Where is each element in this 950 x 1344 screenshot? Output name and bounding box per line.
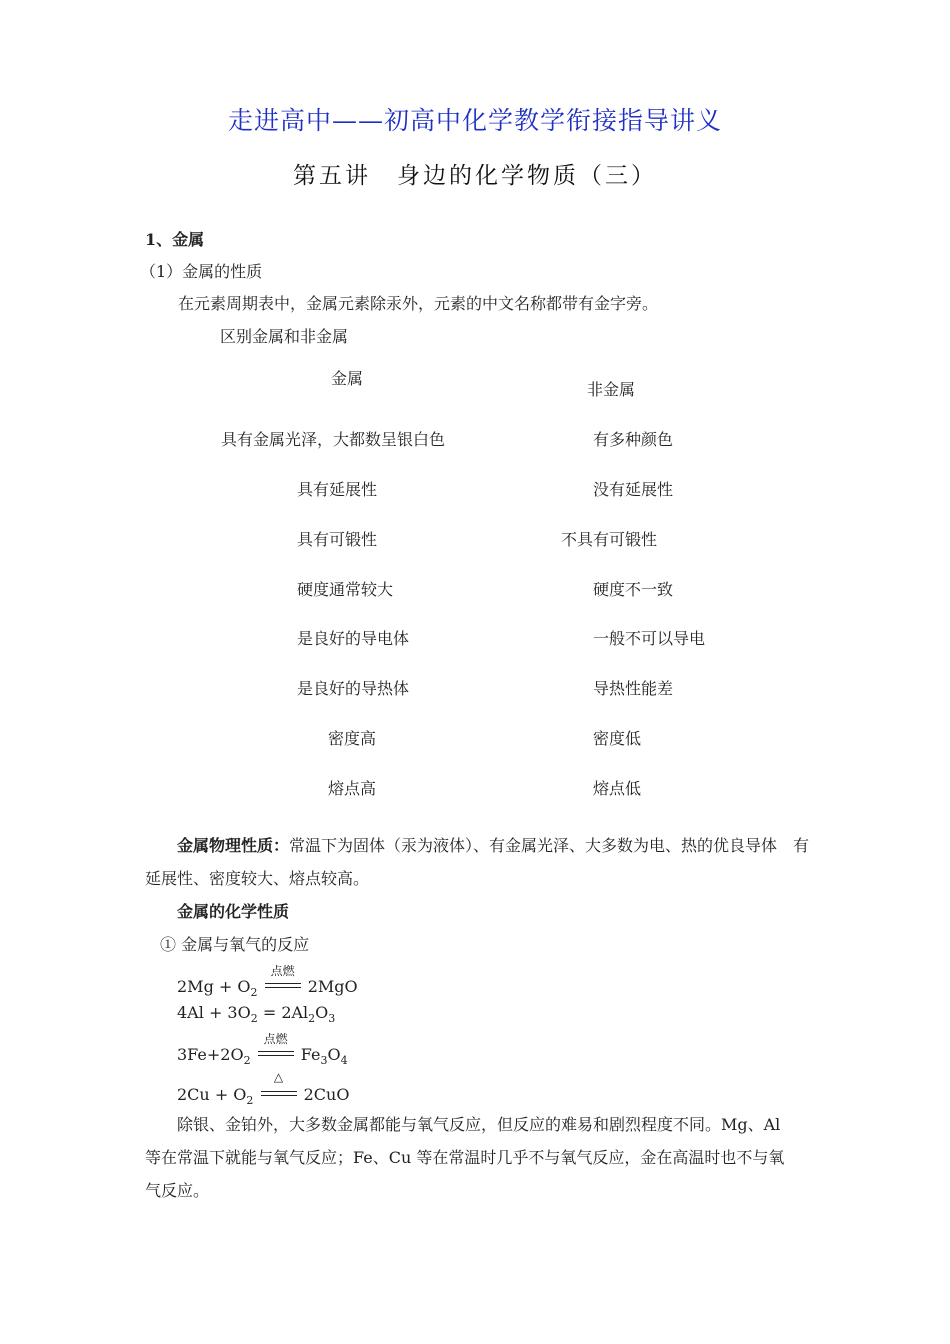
metal-property: 密度高 (328, 729, 377, 748)
nonmetal-property: 没有延展性 (593, 480, 674, 499)
physical-properties-line (177, 833, 809, 856)
column-header-nonmetal: 非金属 (587, 380, 636, 399)
lecture-title: 第五讲 身边的化学物质（三） (293, 163, 657, 189)
equation-cu: $2Cu + O_2$ △ 2CuO (177, 1070, 350, 1107)
reaction-condition: 点燃 (258, 1042, 294, 1062)
reaction-condition: 点燃 (265, 974, 301, 994)
equation-mg: $2Mg + O_2$ 点燃 2MgO (177, 964, 358, 999)
metal-property: 具有金属光泽，大都数呈银白色 (221, 430, 446, 449)
metal-property: 是良好的导电体 (297, 629, 410, 648)
metal-property: 熔点高 (328, 779, 377, 798)
conclusion-line: 气反应。 (145, 1181, 210, 1200)
metal-property: 具有可锻性 (297, 530, 378, 549)
subsection-heading: （1）金属的性质 (140, 262, 263, 281)
metal-property: 硬度通常较大 (297, 580, 394, 599)
metal-property: 具有延展性 (297, 480, 378, 499)
physical-properties-label: 金属物理性质： (177, 836, 290, 855)
compare-label: 区别金属和非金属 (220, 327, 349, 346)
header-title: 走进高中——初高中化学教学衔接指导讲义 (227, 106, 722, 135)
nonmetal-property: 不具有可锻性 (561, 530, 658, 549)
nonmetal-property: 硬度不一致 (593, 580, 674, 599)
equation-al: $4Al + 3O_2 = 2Al_2O_3$ (177, 1003, 336, 1025)
physical-properties-text: 常温下为固体（汞为液体）、有金属光泽、大多数为电、热的优良导体 有 (289, 836, 810, 855)
reaction-type-item: ① 金属与氧气的反应 (160, 935, 310, 954)
conclusion-line: 等在常温下就能与氧气反应；Fe、Cu 等在常温时几乎不与氧气反应，金在高温时也不与氧 (145, 1148, 785, 1167)
reaction-condition: △ (261, 1082, 297, 1102)
conclusion-line: 除银、金铂外，大多数金属都能与氧气反应，但反应的难易和剧烈程度不同。Mg、Al (177, 1115, 781, 1134)
nonmetal-property: 一般不可以导电 (593, 629, 706, 648)
nonmetal-property: 密度低 (593, 729, 642, 748)
chemical-properties-heading: 金属的化学性质 (177, 902, 290, 921)
intro-text: 在元素周期表中，金属元素除汞外，元素的中文名称都带有金字旁。 (178, 294, 659, 313)
section-heading: 1、金属 (145, 230, 205, 249)
physical-properties-line: 延展性、密度较大、熔点较高。 (145, 869, 370, 888)
nonmetal-property: 导热性能差 (593, 679, 674, 698)
nonmetal-property: 有多种颜色 (593, 430, 674, 449)
metal-property: 是良好的导热体 (297, 679, 410, 698)
nonmetal-property: 熔点低 (593, 779, 642, 798)
column-header-metal: 金属 (331, 369, 364, 388)
equation-fe: $3Fe+2O_2$ 点燃 $Fe_3O_4$ (177, 1032, 348, 1067)
